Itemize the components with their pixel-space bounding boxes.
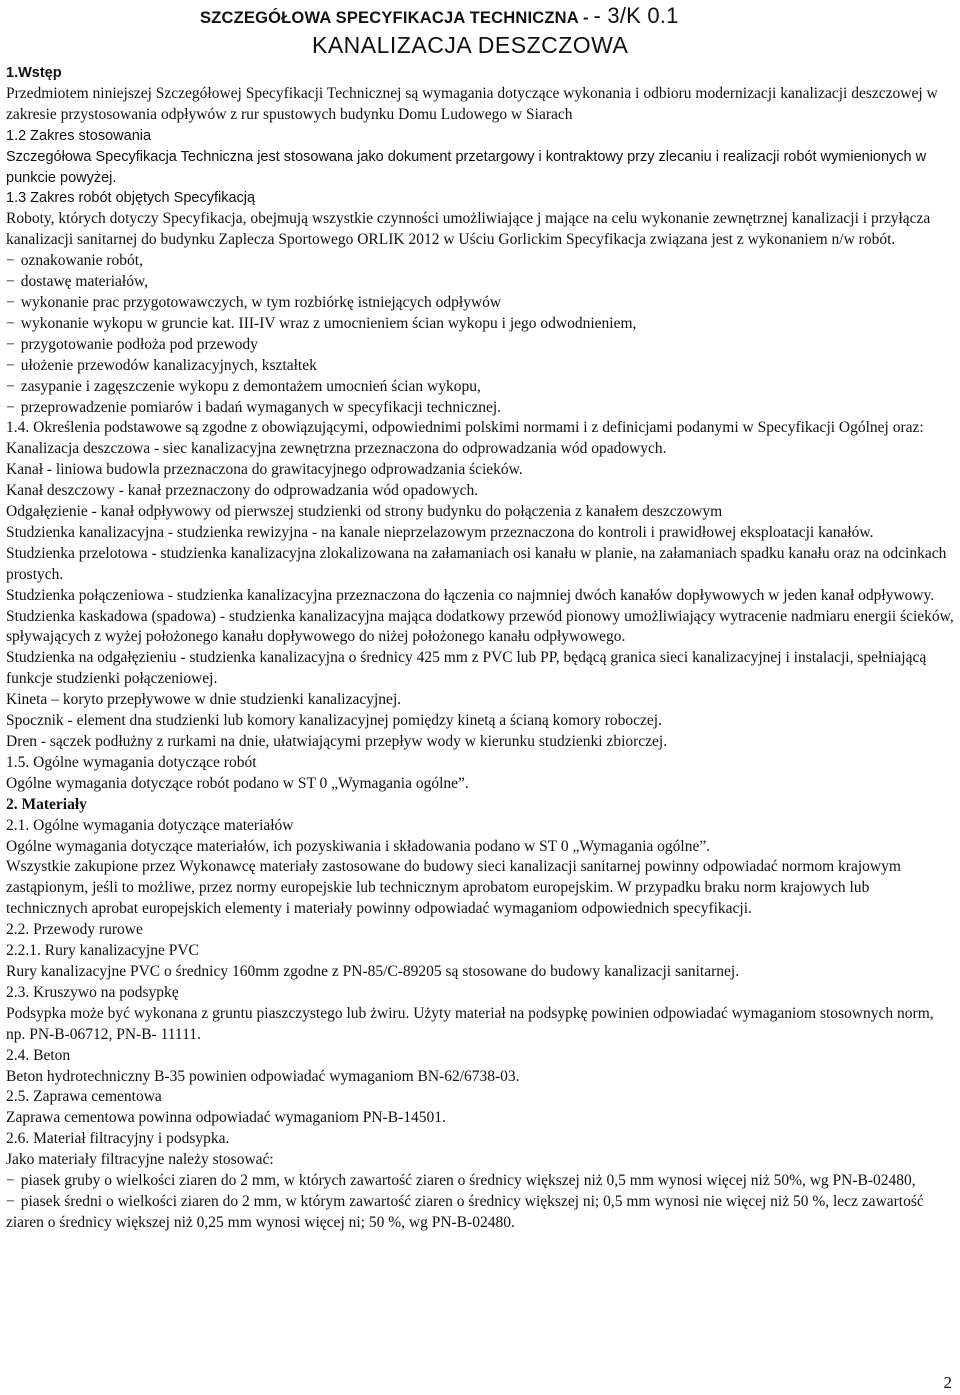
list-item: − oznakowanie robót,	[6, 252, 143, 270]
section-2-heading: 2. Materiały	[6, 795, 87, 813]
section-2-1-text: Ogólne wymagania dotyczące materiałów, ich pozyskiwania i składowania podano w ST 0 „Wymagania ogólne”.	[6, 837, 711, 855]
section-2-5-heading: 2.5. Zaprawa cementowa	[6, 1088, 162, 1106]
section-1-3-heading: 1.3 Zakres robót objętych Specyfikacją	[6, 190, 256, 207]
definition: Studzienka na odgałęzieniu - studzienka kanalizacyjna o średnicy 425 mm z PVC lub PP, będącą granica sieci kanalizacyjnej i instalacji, spełniającą funkcje studzienki połączeniowej.	[6, 649, 927, 688]
section-1-4-text: 1.4. Określenia podstawowe są zgodne z obowiązującymi, odpowiednimi polskimi normami i z definicjami podanymi w Specyfikacji Ogólnej oraz:	[6, 419, 924, 437]
page-number: 2	[943, 1373, 952, 1392]
list-item: − wykonanie prac przygotowawczych, w tym rozbiórkę istniejących odpływów	[6, 293, 502, 311]
definition: Studzienka kanalizacyjna - studzienka rewizyjna - na kanale nieprzelazowym przeznaczona do kontroli i prawidłowej eksploatacji kanałów.	[6, 523, 874, 541]
list-item: − ułożenie przewodów kanalizacyjnych, kształtek	[6, 356, 317, 374]
section-1-3-text: Roboty, których dotyczy Specyfikacja, obejmują wszystkie czynności umożliwiające j mające na celu wykonanie zewnętrznej kanalizacji i przyłącza kanalizacji sanitarnej do budynku Zaplecza Sportowego ORLIK 2012 w Uściu Gorlickim Specyfikacja związana jest z wykonaniem n/w robót.	[6, 210, 931, 249]
definition: Kineta – koryto przepływowe w dnie studzienki kanalizacyjnej.	[6, 691, 402, 709]
section-2-6-heading: 2.6. Materiał filtracyjny i podsypka.	[6, 1130, 230, 1148]
definition: Spocznik - element dna studzienki lub komory kanalizacyjnej pomiędzy kinetą a ścianą komory roboczej.	[6, 712, 662, 730]
list-item: − przygotowanie podłoża pod przewody	[6, 335, 258, 353]
list-item: − wykonanie wykopu w gruncie kat. III-IV wraz z umocnieniem ścian wykopu i jego odwodnieniem,	[6, 314, 637, 332]
section-1-5-heading: 1.5. Ogólne wymagania dotyczące robót	[6, 753, 257, 771]
definition: Kanalizacja deszczowa - siec kanalizacyjna zewnętrzna przeznaczona do odprowadzania wód opadowych.	[6, 440, 667, 458]
list-item: − piasek średni o wielkości ziaren do 2 mm, w którym zawartość ziaren o średnicy większej ni; 0,5 mm wynosi nie więcej niż 50 %, lecz zawartość ziaren o średnicy większej niż 0,25 mm wynosi więcej ni; 50 %, wg PN-B-02480.	[6, 1192, 924, 1231]
definition: Kanał deszczowy - kanał przeznaczony do odprowadzania wód opadowych.	[6, 482, 479, 500]
definition: Dren - sączek podłużny z rurkami na dnie, ułatwiającymi przepływ wody w kierunku studzienki zbiorczej.	[6, 733, 668, 750]
definition: Studzienka połączeniowa - studzienka kanalizacyjna przeznaczona do łączenia co najmniej dwóch kanałów dopływowych w jeden kanał odpływowy.	[6, 586, 935, 604]
section-2-3-text: Podsypka może być wykonana z gruntu piaszczystego lub żwiru. Użyty materiał na podsypkę powinien odpowiadać wymaganiom stosownych norm, np. PN-B-06712, PN-B- 11111.	[6, 1004, 934, 1043]
spec-subtitle: KANALIZACJA DESZCZOWA	[312, 32, 629, 58]
definition: Odgałęzienie - kanał odpływowy od pierwszej studzienki od strony budynku do połączenia z kanałem deszczowym	[6, 503, 723, 521]
list-item: − dostawę materiałów,	[6, 273, 149, 291]
spec-title-line	[200, 3, 679, 29]
section-1-heading: 1.Wstęp	[6, 65, 62, 81]
section-2-2-1-heading: 2.2.1. Rury kanalizacyjne PVC	[6, 942, 199, 960]
section-1-5-text: Ogólne wymagania dotyczące robót podano w ST 0 „Wymagania ogólne”.	[6, 774, 469, 792]
section-2-1-text-2: Wszystkie zakupione przez Wykonawcę materiały zastosowane do budowy sieci kanalizacji sanitarnej powinny odpowiadać normom krajowym zastąpionym, jeśli to możliwe, przez normy europejskie lub technicznym aprobatom europejskim. W przypadku braku norm krajowych lub technicznych aprobat europejskich elementy i materiały powinny odpowiadać wymaganiom odpowiednich specyfikacji.	[6, 858, 901, 918]
spec-code: - 3/K 0.1	[593, 3, 679, 28]
section-1-intro: Przedmiotem niniejszej Szczegółowej Specyfikacji Technicznej są wymagania dotyczące wykonania i odbioru modernizacji kanalizacji deszczowej w zakresie przystosowania odpływów z rur spustowych budynku Domu Ludowego w Siarach	[6, 84, 938, 123]
section-2-4-text: Beton hydrotechniczny B-35 powinien odpowiadać wymaganiom BN-62/6738-03.	[6, 1067, 520, 1085]
section-2-6-text: Jako materiały filtracyjne należy stosować:	[6, 1151, 274, 1169]
section-2-2-1-text: Rury kanalizacyjne PVC o średnicy 160mm zgodne z PN-85/C-89205 są stosowane do budowy kanalizacji sanitarnej.	[6, 962, 740, 980]
spec-title: SZCZEGÓŁOWA SPECYFIKACJA TECHNICZNA -	[200, 9, 589, 27]
document-body	[6, 63, 954, 1234]
list-item: − zasypanie i zagęszczenie wykopu z demontażem umocnień ścian wykopu,	[6, 377, 481, 395]
definition: Kanał - liniowa budowla przeznaczona do grawitacyjnego odprowadzania ścieków.	[6, 461, 523, 479]
section-2-4-heading: 2.4. Beton	[6, 1046, 71, 1064]
section-1-2-text: Szczegółowa Specyfikacja Techniczna jest stosowana jako dokument przetargowy i kontraktowy przy zlecaniu i realizacji robót wymienionych w punkcie powyżej.	[6, 148, 927, 186]
section-2-2-heading: 2.2. Przewody rurowe	[6, 921, 143, 939]
section-2-1-heading: 2.1. Ogólne wymagania dotyczące materiałów	[6, 816, 294, 834]
definition: Studzienka kaskadowa (spadowa) - studzienka kanalizacyjna mająca dodatkowy przewód pionowy umożliwiający wytracenie nadmiaru energii ścieków, spływających z wyżej położonego kanału dopływowego do niżej położonego kanału odpływowego.	[6, 607, 954, 646]
list-item: − piasek gruby o wielkości ziaren do 2 mm, w których zawartość ziaren o średnicy większej niż 0,5 mm wynosi więcej niż 50%, wg PN-B-02480,	[6, 1172, 916, 1190]
section-2-3-heading: 2.3. Kruszywo na podsypkę	[6, 983, 179, 1001]
list-item: − przeprowadzenie pomiarów i badań wymaganych w specyfikacji technicznej.	[6, 398, 502, 416]
section-2-5-text: Zaprawa cementowa powinna odpowiadać wymaganiom PN-B-14501.	[6, 1109, 446, 1127]
section-1-2-heading: 1.2 Zakres stosowania	[6, 127, 152, 144]
definition: Studzienka przelotowa - studzienka kanalizacyjna zlokalizowana na załamaniach osi kanału w planie, na załamaniach spadku kanału oraz na odcinkach prostych.	[6, 544, 947, 583]
